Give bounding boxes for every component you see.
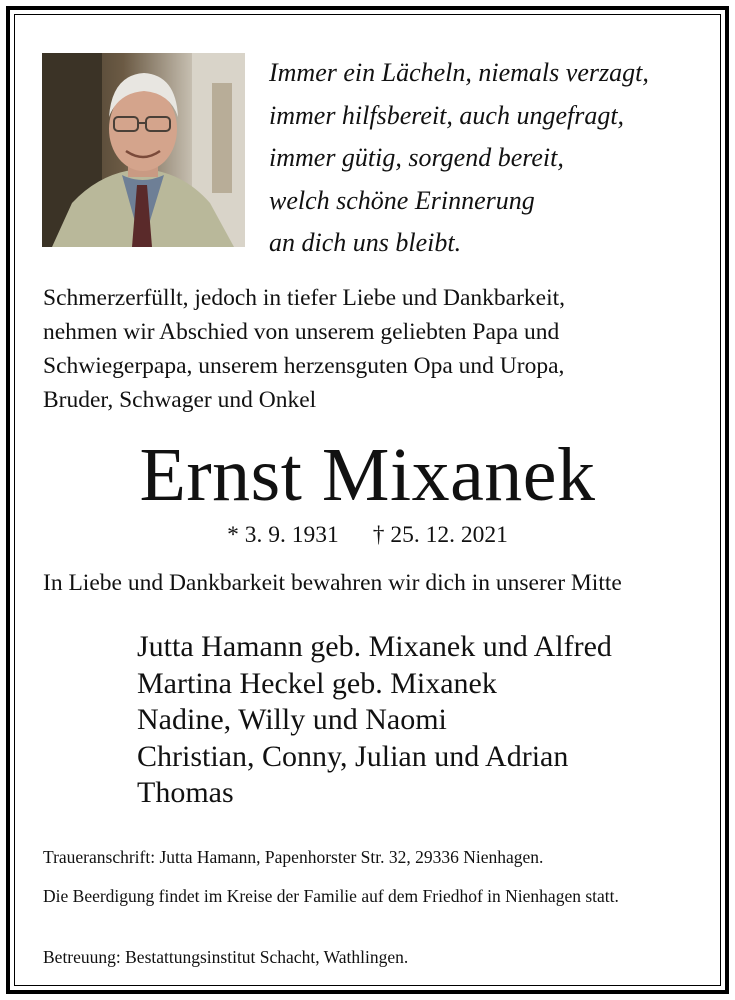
portrait-photo: [42, 53, 245, 247]
family-member: Jutta Hamann geb. Mixanek und Alfred: [137, 630, 612, 663]
death-date: † 25. 12. 2021: [372, 522, 508, 548]
family-member: Thomas: [137, 776, 234, 809]
intro-line: Schmerzerfüllt, jedoch in tiefer Liebe und Dankbarkeit,: [43, 285, 566, 311]
birth-date: * 3. 9. 1931: [227, 522, 339, 548]
poem-line: an dich uns bleibt.: [269, 228, 462, 257]
intro-line: nehmen wir Abschied von unserem geliebten Papa und: [43, 319, 560, 345]
poem-line: immer hilfsbereit, auch ungefragt,: [269, 100, 625, 130]
funeral-care: Betreuung: Bestattungsinstitut Schacht, Wathlingen.: [43, 947, 409, 967]
poem-line: welch schöne Erinnerung: [269, 185, 535, 215]
family-member: Martina Heckel geb. Mixanek: [137, 666, 497, 700]
poem-line: Immer ein Lächeln, niemals verzagt,: [269, 58, 649, 87]
family-list: [137, 629, 717, 812]
remembrance-text: In Liebe und Dankbarkeit bewahren wir dich in unserer Mitte: [43, 570, 622, 596]
intro-line: Schwiegerpapa, unserem herzensguten Opa und Uropa,: [43, 353, 565, 379]
intro-line: Bruder, Schwager und Onkel: [43, 387, 317, 413]
family-member: Christian, Conny, Julian und Adrian: [137, 739, 569, 773]
poem-line: immer gütig, sorgend bereit,: [269, 143, 564, 172]
memorial-poem: [269, 52, 709, 265]
funeral-info: Die Beerdigung findet im Kreise der Familie auf dem Friedhof in Nienhagen statt.: [43, 886, 619, 906]
life-dates: [0, 518, 735, 552]
mourning-address: Traueranschrift: Jutta Hamann, Papenhorster Str. 32, 29336 Nienhagen.: [43, 847, 544, 867]
deceased-name: Ernst Mixanek: [139, 433, 596, 517]
intro-text: [43, 281, 713, 417]
family-member: Nadine, Willy und Naomi: [137, 703, 447, 736]
